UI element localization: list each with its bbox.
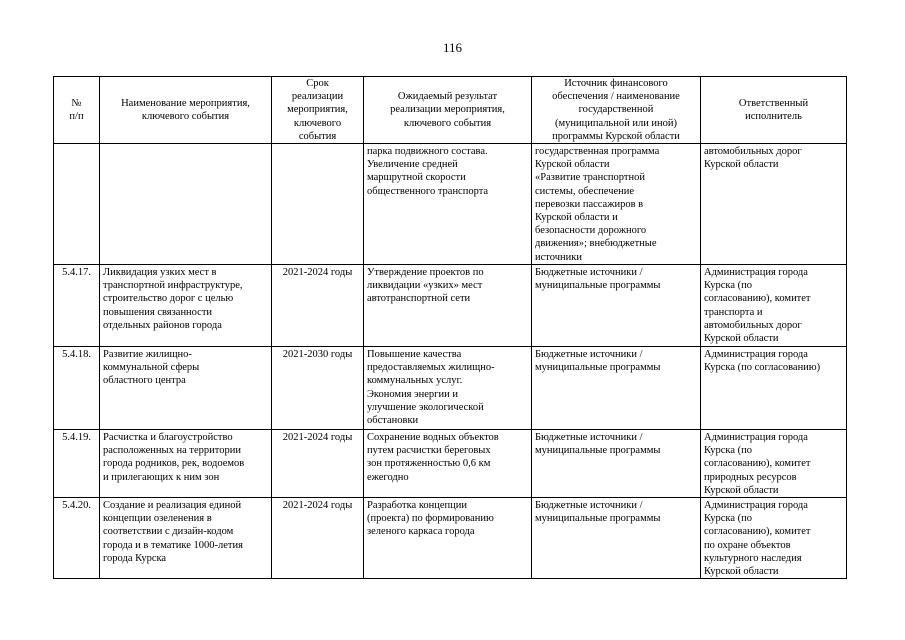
- row-number: [54, 144, 100, 265]
- row-executor: автомобильных дорог Курской области: [701, 144, 847, 265]
- row-term: 2021-2030 годы: [272, 347, 364, 430]
- row-expected-result: Утверждение проектов по ликвидации «узких» мест автотранспортной сети: [364, 265, 532, 347]
- row-funding-source: Бюджетные источники / муниципальные программы: [532, 265, 701, 347]
- row-expected-result: Повышение качества предоставляемых жилищно- коммунальных услуг. Экономия энергии и улучшение экологической обстановки: [364, 347, 532, 430]
- row-term: 2021-2024 годы: [272, 265, 364, 347]
- row-expected-result: парка подвижного состава. Увеличение средней маршрутной скорости общественного транспорта: [364, 144, 532, 265]
- activities-table: [53, 76, 847, 579]
- table-header-row: [54, 77, 847, 144]
- table-row: [54, 265, 847, 347]
- row-funding-source: Бюджетные источники / муниципальные программы: [532, 498, 701, 579]
- row-activity-name: [100, 144, 272, 265]
- row-executor: Администрация города Курска (по согласованию), комитет по охране объектов культурного наследия Курской области: [701, 498, 847, 579]
- row-activity-name: Ликвидация узких мест в транспортной инфраструктуре, строительство дорог с целью повышения связанности отдельных районов города: [100, 265, 272, 347]
- row-funding-source: Бюджетные источники / муниципальные программы: [532, 430, 701, 498]
- row-number: 5.4.20.: [54, 498, 100, 579]
- header-executor: Ответственный исполнитель: [701, 77, 847, 144]
- row-activity-name: Расчистка и благоустройство расположенных на территории города родников, рек, водоемов и прилегающих к ним зон: [100, 430, 272, 498]
- row-executor: Администрация города Курска (по согласованию), комитет природных ресурсов Курской области: [701, 430, 847, 498]
- header-expected-result: Ожидаемый результат реализации мероприятия, ключевого события: [364, 77, 532, 144]
- row-funding-source: государственная программа Курской области «Развитие транспортной системы, обеспечение перевозки пассажиров в Курской области и безопасности дорожного движения»; внебюджетные источники: [532, 144, 701, 265]
- row-number: 5.4.18.: [54, 347, 100, 430]
- table-row: [54, 347, 847, 430]
- header-funding-source: Источник финансового обеспечения / наименование государственной (муниципальной или иной) программы Курской области: [532, 77, 701, 144]
- row-funding-source: Бюджетные источники / муниципальные программы: [532, 347, 701, 430]
- table-row: [54, 144, 847, 265]
- page-number: 116: [442, 40, 463, 55]
- table-row: [54, 430, 847, 498]
- row-expected-result: Разработка концепции (проекта) по формированию зеленого каркаса города: [364, 498, 532, 579]
- row-executor: Администрация города Курска (по согласованию): [701, 347, 847, 430]
- row-number: 5.4.19.: [54, 430, 100, 498]
- header-activity-name: Наименование мероприятия, ключевого события: [100, 77, 272, 144]
- row-expected-result: Сохранение водных объектов путем расчистки береговых зон протяженностью 0,6 км ежегодно: [364, 430, 532, 498]
- row-executor: Администрация города Курска (по согласованию), комитет транспорта и автомобильных дорог Курской области: [701, 265, 847, 347]
- row-activity-name: Создание и реализация единой концепции озеленения в соответствии с дизайн-кодом города и в тематике 1000-летия города Курска: [100, 498, 272, 579]
- row-term: 2021-2024 годы: [272, 430, 364, 498]
- row-term: 2021-2024 годы: [272, 498, 364, 579]
- row-number: 5.4.17.: [54, 265, 100, 347]
- table-row: [54, 498, 847, 579]
- header-number: № п/п: [54, 77, 100, 144]
- header-term: Срок реализации мероприятия, ключевого события: [272, 77, 364, 144]
- row-term: [272, 144, 364, 265]
- row-activity-name: Развитие жилищно- коммунальной сферы областного центра: [100, 347, 272, 430]
